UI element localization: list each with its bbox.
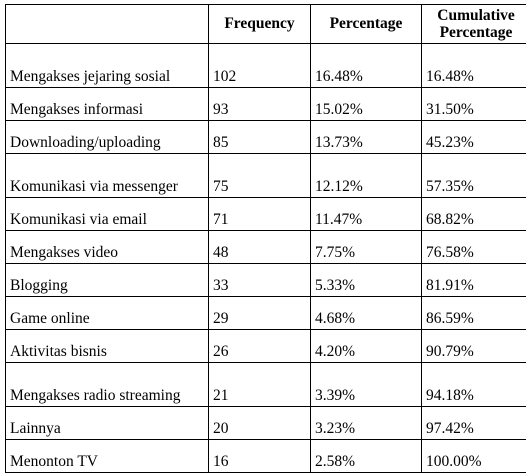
percentage-cell: 7.75% [311,231,422,264]
frequency-cell: 102 [209,44,311,88]
frequency-cell: 85 [209,121,311,154]
activity-cell: Komunikasi via messenger [6,154,209,198]
table-row [6,231,526,264]
cumulative-cell: 16.48% [422,44,526,88]
cumulative-cell: 76.58% [422,231,526,264]
percentage-cell: 12.12% [311,154,422,198]
table-row [6,198,526,231]
frequency-cell: 71 [209,198,311,231]
frequency-table [5,4,526,473]
percentage-cell: 2.58% [311,440,422,473]
frequency-cell: 93 [209,88,311,121]
header-empty-cell [6,5,209,44]
frequency-cell: 75 [209,154,311,198]
percentage-cell: 13.73% [311,121,422,154]
activity-cell: Mengakses informasi [6,88,209,121]
frequency-cell: 33 [209,264,311,297]
table-row [6,297,526,330]
header-percentage: Percentage [311,5,422,44]
frequency-cell: 16 [209,440,311,473]
activity-cell: Mengakses video [6,231,209,264]
table-row [6,440,526,473]
cumulative-cell: 68.82% [422,198,526,231]
table-row [6,44,526,88]
table-header-row [6,5,526,44]
cumulative-cell: 31.50% [422,88,526,121]
cumulative-cell: 94.18% [422,363,526,407]
activity-cell: Mengakses jejaring sosial [6,44,209,88]
percentage-cell: 4.20% [311,330,422,363]
cumulative-cell: 45.23% [422,121,526,154]
frequency-cell: 48 [209,231,311,264]
frequency-cell: 21 [209,363,311,407]
table-row [6,264,526,297]
percentage-cell: 4.68% [311,297,422,330]
table-row [6,363,526,407]
activity-cell: Blogging [6,264,209,297]
table-row [6,330,526,363]
table-row [6,121,526,154]
percentage-cell: 3.23% [311,407,422,440]
cumulative-cell: 100.00% [422,440,526,473]
cumulative-cell: 81.91% [422,264,526,297]
activity-cell: Lainnya [6,407,209,440]
table-row [6,88,526,121]
activity-cell: Aktivitas bisnis [6,330,209,363]
table-row [6,154,526,198]
frequency-cell: 20 [209,407,311,440]
cumulative-cell: 97.42% [422,407,526,440]
frequency-cell: 26 [209,330,311,363]
percentage-cell: 3.39% [311,363,422,407]
percentage-cell: 16.48% [311,44,422,88]
activity-cell: Game online [6,297,209,330]
percentage-cell: 15.02% [311,88,422,121]
table-row [6,407,526,440]
activity-cell: Mengakses radio streaming [6,363,209,407]
header-cumulative-percentage: Cumulative Percentage [422,5,526,44]
activity-cell: Menonton TV [6,440,209,473]
percentage-cell: 11.47% [311,198,422,231]
activity-cell: Downloading/uploading [6,121,209,154]
cumulative-cell: 90.79% [422,330,526,363]
cumulative-cell: 86.59% [422,297,526,330]
header-frequency: Frequency [209,5,311,44]
frequency-cell: 29 [209,297,311,330]
activity-cell: Komunikasi via email [6,198,209,231]
cumulative-cell: 57.35% [422,154,526,198]
percentage-cell: 5.33% [311,264,422,297]
